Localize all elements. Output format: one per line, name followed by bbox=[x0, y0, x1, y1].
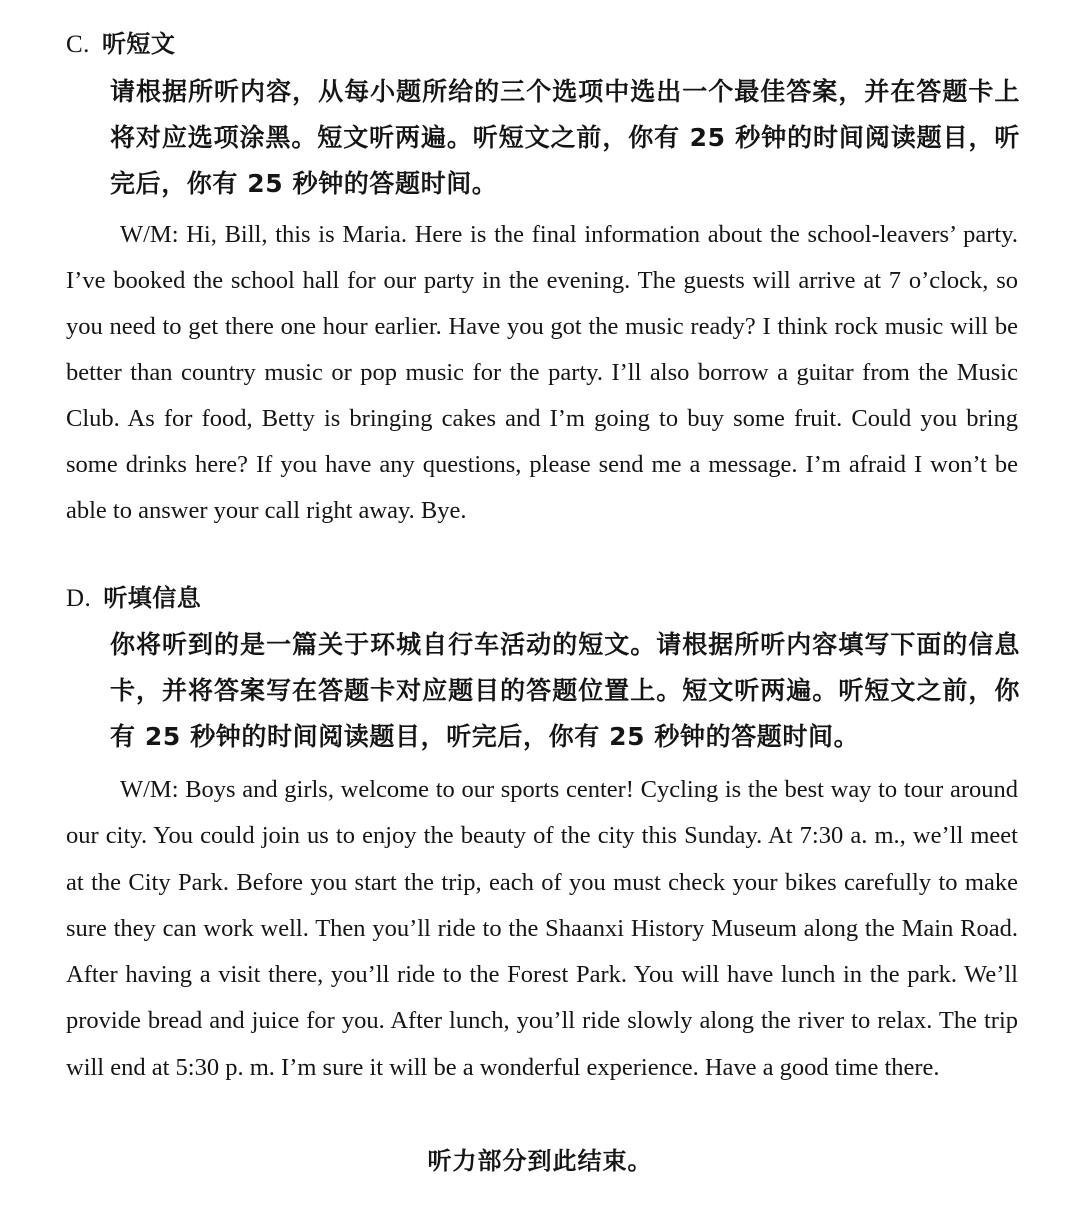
section-d-title: 听填信息 bbox=[103, 583, 202, 612]
section-d-letter: D. bbox=[66, 585, 92, 612]
section-c-script: W/M: Hi, Bill, this is Maria. Here is the final information about the school-leavers’ party. I’ve booked the school hall for our party in the evening. The guests will arrive at 7 o’clock, so you need to get there one hour earlier. Have you got the music ready? I think rock music will be better than country music or pop music for the party. I’ll also borrow a guitar from the Music Club. As for food, Betty is bringing cakes and I’m going to buy some fruit. Could you bring some drinks here? If you have any questions, please send me a message. I’m afraid I won’t be able to answer your call right away. Bye. bbox=[66, 221, 1018, 524]
section-c-letter: C. bbox=[66, 31, 90, 58]
listening-end-notice: 听力部分到此结束。 bbox=[427, 1147, 653, 1175]
section-d-heading bbox=[66, 582, 201, 615]
section-d-script: W/M: Boys and girls, welcome to our sports center! Cycling is the best way to tour around our city. You could join us to enjoy the beauty of the city this Sunday. At 7:30 a. m., we’ll meet at the City Park. Before you start the trip, each of you must check your bikes carefully to make sure they can work well. Then you’ll ride to the Shaanxi History Museum along the Main Road. After having a visit there, you’ll ride to the Forest Park. You will have lunch in the park. We’ll provide bread and juice for you. After lunch, you’ll ride slowly along the river to relax. The trip will end at 5:30 p. m. I’m sure it will be a wonderful experience. Have a good time there. bbox=[66, 776, 1018, 1081]
section-c-instruction: 请根据所听内容，从每小题所给的三个选项中选出一个最佳答案，并在答题卡上将对应选项涂黑。短文听两遍。听短文之前，你有 25 秒钟的时间阅读题目，听完后，你有 25 秒钟的答题时间。 bbox=[110, 77, 1020, 198]
section-d-instruction: 你将听到的是一篇关于环城自行车活动的短文。请根据所听内容填写下面的信息卡，并将答案写在答题卡对应题目的答题位置上。短文听两遍。听短文之前，你有 25 秒钟的时间阅读题目，听完后，你有 25 秒钟的答题时间。 bbox=[110, 630, 1020, 751]
section-c-title: 听短文 bbox=[101, 29, 176, 58]
section-c-heading bbox=[66, 28, 175, 61]
